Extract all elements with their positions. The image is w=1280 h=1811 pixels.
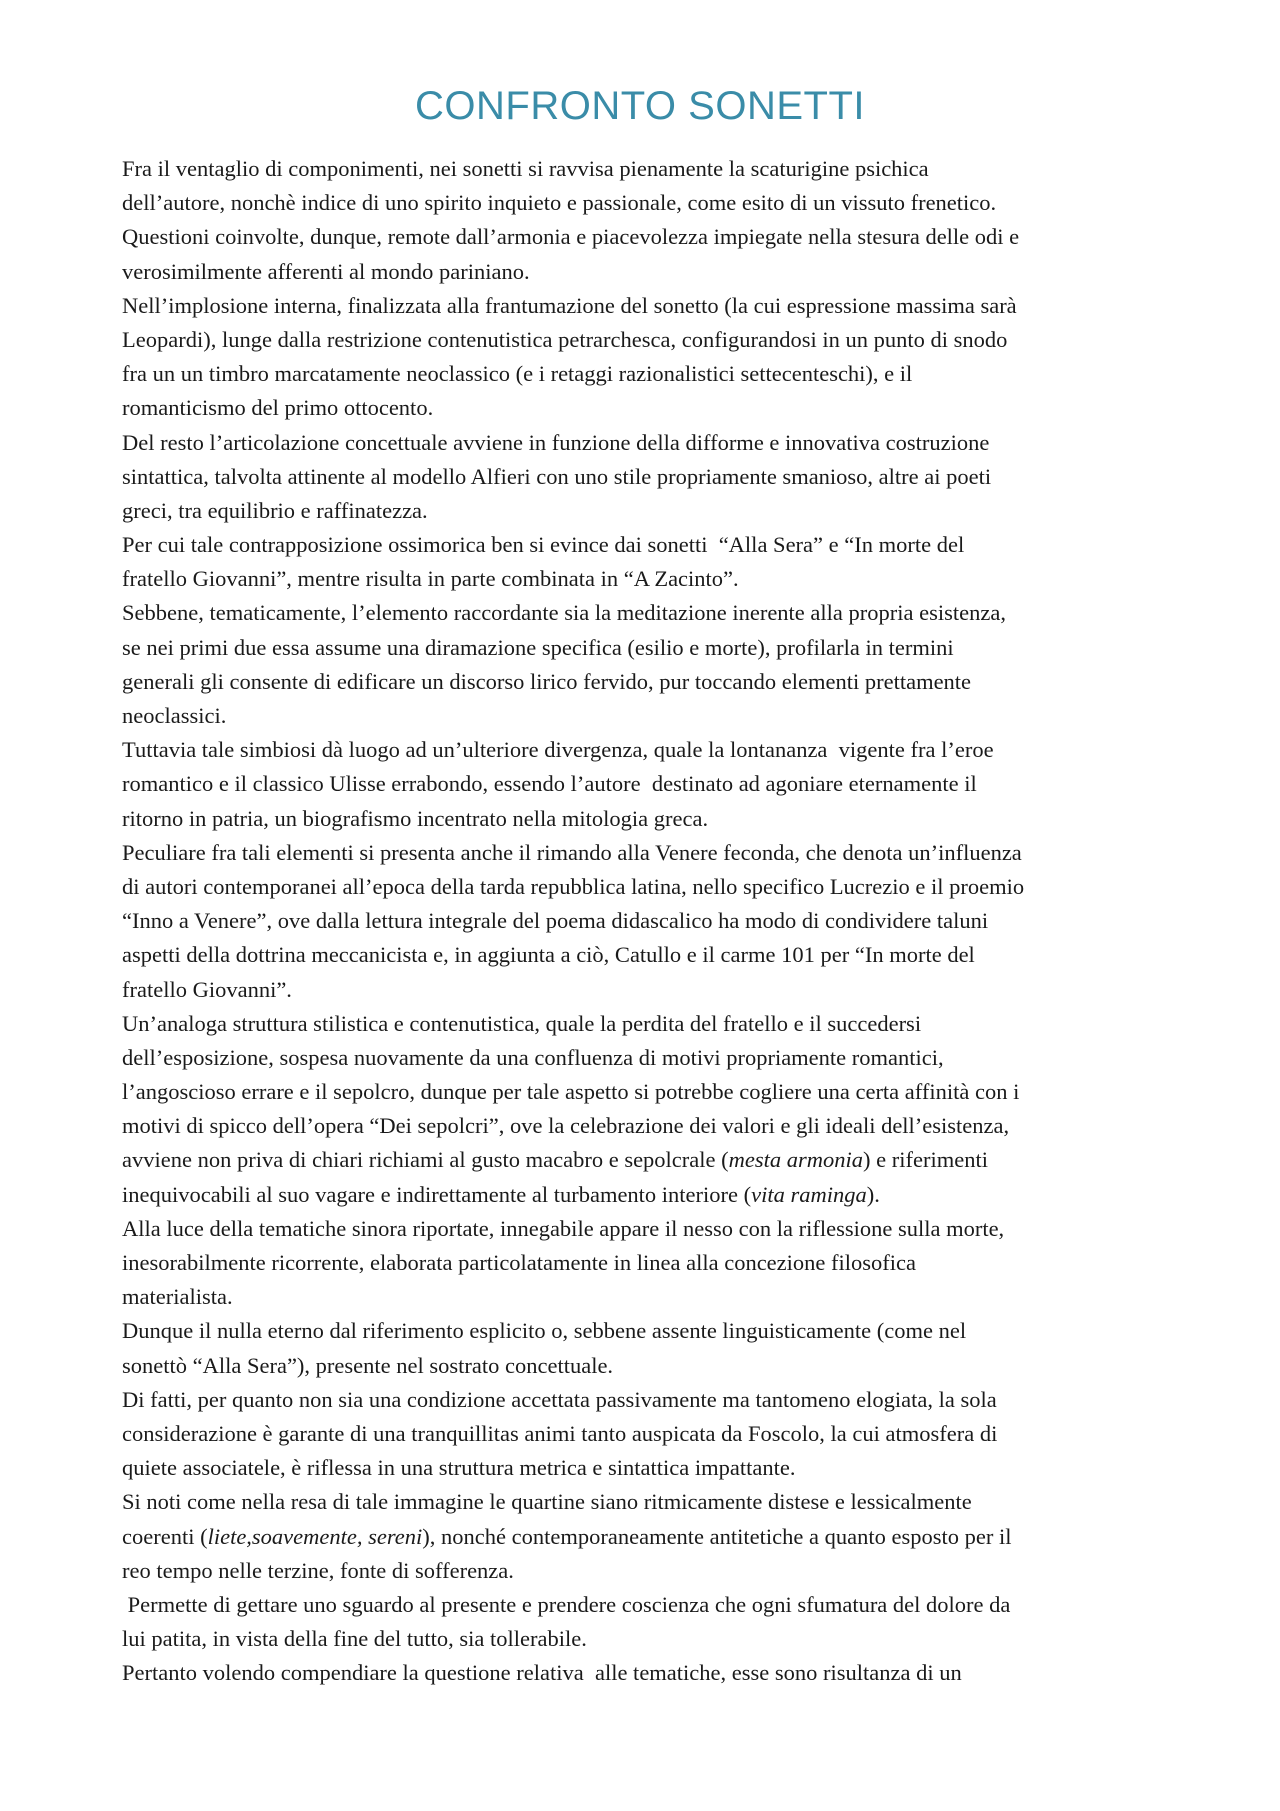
text-line: sonettò “Alla Sera”), presente nel sostrato concettuale. xyxy=(122,1352,614,1378)
text-line: fratello Giovanni”, mentre risulta in parte combinata in “A Zacinto”. xyxy=(122,566,739,592)
text-run: ). xyxy=(866,1181,880,1207)
text-line: Permette di gettare uno sguardo al presente e prendere coscienza che ogni sfumatura del dolore da xyxy=(122,1591,1011,1617)
text-line: Leopardi), lunge dalla restrizione contenutistica petrarchesca, configurandosi in un punto di snodo xyxy=(122,326,1008,352)
text-line: Peculiare fra tali elementi si presenta anche il rimando alla Venere feconda, che denota un’influenza xyxy=(122,839,1022,865)
text-line: “Inno a Venere”, ove dalla lettura integrale del poema didascalico ha modo di condividere taluni xyxy=(122,908,989,934)
text-line: Questioni coinvolte, dunque, remote dall’armonia e piacevolezza impiegate nella stesura delle odi e xyxy=(122,224,1020,250)
text-line: materialista. xyxy=(122,1284,233,1310)
text-line: di autori contemporanei all’epoca della tarda repubblica latina, nello specifico Lucrezio e il proemio xyxy=(122,873,1025,899)
text-line: romantico e il classico Ulisse errabondo, essendo l’autore destinato ad agoniare eternamente il xyxy=(122,771,977,797)
text-line-with-italic xyxy=(122,1143,1172,1177)
text-line: Fra il ventaglio di componimenti, nei sonetti si ravvisa pienamente la scaturigine psichica xyxy=(122,156,929,181)
text-run: inequivocabili al suo vagare e indirettamente al turbamento interiore ( xyxy=(122,1181,752,1207)
text-run: ), nonché contemporaneamente antitetiche a quanto esposto per il xyxy=(422,1523,1012,1549)
text-line: considerazione è garante di una tranquillitas animi tanto auspicata da Foscolo, la cui atmosfera di xyxy=(122,1420,998,1446)
text-line: Del resto l’articolazione concettuale avviene in funzione della difforme e innovativa costruzione xyxy=(122,429,990,455)
text-line: Sebbene, tematicamente, l’elemento raccordante sia la meditazione inerente alla propria esistenza, xyxy=(122,600,1006,626)
paragraph xyxy=(122,528,1172,596)
text-line: ritorno in patria, un biografismo incentrato nella mitologia greca. xyxy=(122,805,709,831)
text-line: motivi di spicco dell’opera “Dei sepolcri”, ove la celebrazione dei valori e gli ideali dell’esistenza, xyxy=(122,1113,1010,1139)
text-line: Un’analoga struttura stilistica e contenutistica, quale la perdita del fratello e il succedersi xyxy=(122,1010,922,1036)
paragraph xyxy=(122,289,1172,426)
text-line: l’angoscioso errare e il sepolcro, dunque per tale aspetto si potrebbe cogliere una certa affinità con i xyxy=(122,1079,1020,1105)
document-body xyxy=(122,152,1172,1690)
text-line: greci, tra equilibrio e raffinatezza. xyxy=(122,497,428,523)
text-line: sintattica, talvolta attinente al modello Alfieri con uno stile propriamente smanioso, altre ai poeti xyxy=(122,463,992,489)
document-title: CONFRONTO SONETTI xyxy=(415,84,865,128)
text-run: coerenti ( xyxy=(122,1523,208,1549)
italic-text-run: liete,soavemente, sereni xyxy=(207,1523,423,1549)
text-line: generali gli consente di edificare un discorso lirico fervido, pur toccando elementi prettamente xyxy=(122,668,972,694)
paragraph xyxy=(122,1007,1172,1212)
text-line: reo tempo nelle terzine, fonte di sofferenza. xyxy=(122,1557,514,1583)
text-line: Tuttavia tale simbiosi dà luogo ad un’ulteriore divergenza, quale la lontananza vigente fra l’eroe xyxy=(122,737,994,763)
text-run: ) e riferimenti xyxy=(863,1147,988,1173)
text-line: lui patita, in vista della fine del tutto, sia tollerabile. xyxy=(122,1626,587,1652)
paragraph xyxy=(122,1212,1172,1315)
text-line: Si noti come nella resa di tale immagine le quartine siano ritmicamente distese e lessicalmente xyxy=(122,1489,972,1515)
text-run: avviene non priva di chiari richiami al gusto macabro e sepolcrale ( xyxy=(122,1147,729,1173)
text-line: quiete associatele, è riflessa in una struttura metrica e sintattica impattante. xyxy=(122,1455,796,1481)
paragraph xyxy=(122,426,1172,529)
text-line: Dunque il nulla eterno dal riferimento esplicito o, sebbene assente linguisticamente (come nel xyxy=(122,1318,967,1344)
paragraph xyxy=(122,152,1172,289)
text-line: Di fatti, per quanto non sia una condizione accettata passivamente ma tantomeno elogiata, la sola xyxy=(122,1386,997,1412)
text-line: Alla luce della tematiche sinora riportate, innegabile appare il nesso con la riflessione sulla morte, xyxy=(122,1215,1005,1241)
text-line: aspetti della dottrina meccanicista e, in aggiunta a ciò, Catullo e il carme 101 per “In morte del xyxy=(122,942,975,968)
paragraph xyxy=(122,836,1172,1007)
text-line: Per cui tale contrapposizione ossimorica ben si evince dai sonetti “Alla Sera” e “In morte del xyxy=(122,532,965,558)
text-line: fra un un timbro marcatamente neoclassico (e i retaggi razionalistici settecenteschi), e il xyxy=(122,361,913,387)
text-line: se nei primi due essa assume una diramazione specifica (esilio e morte), profilarla in termini xyxy=(122,634,954,660)
text-line: romanticismo del primo ottocento. xyxy=(122,395,434,421)
text-line: verosimilmente afferenti al mondo pariniano. xyxy=(122,258,530,284)
paragraph xyxy=(122,1383,1172,1486)
text-line: dell’esposizione, sospesa nuovamente da una confluenza di motivi propriamente romantici, xyxy=(122,1044,944,1070)
paragraph xyxy=(122,1314,1172,1382)
text-line: dell’autore, nonchè indice di uno spirito inquieto e passionale, come esito di un vissuto frenetico. xyxy=(122,190,997,216)
text-line: Nell’implosione interna, finalizzata alla frantumazione del sonetto (la cui espressione massima sarà xyxy=(122,292,1017,318)
text-line: neoclassici. xyxy=(122,703,227,728)
text-line-with-italic xyxy=(122,1520,1172,1554)
paragraph xyxy=(122,1656,1172,1690)
paragraph xyxy=(122,733,1172,836)
italic-text-run: mesta armonia xyxy=(728,1147,864,1173)
text-line: fratello Giovanni”. xyxy=(122,976,292,1002)
paragraph xyxy=(122,1485,1172,1588)
text-line-with-italic xyxy=(122,1178,1172,1212)
italic-text-run: vita raminga xyxy=(751,1181,867,1207)
text-line: inesorabilmente ricorrente, elaborata particolatamente in linea alla concezione filosofica xyxy=(122,1250,916,1275)
paragraph xyxy=(122,596,1172,733)
text-line: Pertanto volendo compendiare la questione relativa alle tematiche, esse sono risultanza di un xyxy=(122,1660,962,1686)
paragraph xyxy=(122,1588,1172,1656)
